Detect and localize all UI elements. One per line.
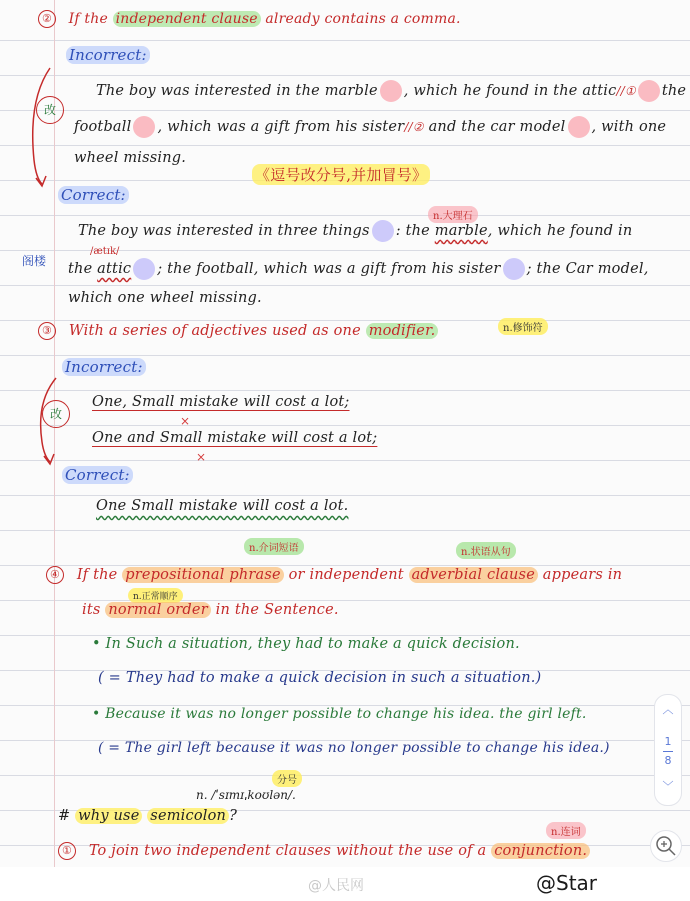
x-mark: ×: [180, 414, 191, 428]
correct-label-2: Correct:: [62, 466, 133, 484]
note-adverbial: n.状语从句: [456, 542, 516, 559]
bracket-arrow: [20, 60, 60, 190]
incorrect-example-1: One, Small mistake will cost a lot;: [92, 394, 350, 410]
correct-sentence-line-3: which one wheel missing.: [68, 290, 262, 306]
section-2-title: ② If the independent clause already contains a comma.: [38, 10, 461, 28]
note-semicolon-ipa: n. /ˈsɪmɪˌkoʊlən/.: [196, 788, 296, 802]
example-paren-2: ( = The girl left because it was no longer possible to change his idea.): [98, 740, 610, 756]
section-4-line-2: its normal order in the Sentence.: [82, 602, 339, 618]
watermark-source: @人民网: [308, 878, 364, 894]
incorrect-sentence-line-2: football , which was a gift from his sister//② and the car model , with one: [74, 116, 666, 138]
reason-1: ① To join two independent clauses without the use of a conjunction.: [58, 842, 590, 860]
comma-dot: [638, 80, 660, 102]
section-3-title: ③ With a series of adjectives used as one modifier.: [38, 322, 438, 340]
page-control[interactable]: [654, 694, 682, 806]
note-order: n.正常顺序: [128, 588, 183, 603]
chevron-up-icon[interactable]: ︿: [662, 703, 674, 716]
bracket-arrow-2: [30, 372, 66, 472]
note-marble: n.大理石: [428, 206, 478, 223]
zoom-button[interactable]: [650, 830, 682, 862]
note-phrase: n.介词短语: [244, 538, 304, 555]
incorrect-label: Incorrect:: [66, 46, 150, 64]
correct-sentence-line-1: The boy was interested in three things : the marble, which he found in: [78, 220, 632, 242]
example-bullet-2: • Because it was no longer possible to change his idea. the girl left.: [92, 706, 587, 722]
rule-banner: 《逗号改分号,并加冒号》: [252, 164, 430, 185]
semicolon-dot: [133, 258, 155, 280]
section-4-title: ④ If the prepositional phrase or independent adverbial clause appears in: [46, 566, 622, 584]
chevron-down-icon[interactable]: ﹀: [662, 780, 674, 793]
example-paren-1: ( = They had to make a quick decision in such a situation.): [98, 670, 542, 686]
note-semicolon-cn: 分号: [272, 770, 302, 787]
x-mark: ×: [196, 450, 207, 464]
correct-example: One Small mistake will cost a lot.: [96, 498, 349, 514]
correct-label: Correct:: [58, 186, 129, 204]
example-bullet-1: • In Such a situation, they had to make a quick decision.: [92, 636, 520, 652]
watermark-author: @Star: [536, 871, 598, 895]
why-heading: # why use semicolon ?: [58, 808, 238, 824]
incorrect-label-2: Incorrect:: [62, 358, 146, 376]
divider: [663, 751, 673, 752]
incorrect-sentence-line-3: wheel missing.: [74, 150, 187, 166]
note-attic-ipa: /ætɪk/: [90, 246, 120, 257]
page-indicator: 1 8: [664, 735, 672, 767]
comma-dot: [380, 80, 402, 102]
section-number: ②: [38, 10, 56, 28]
note-attic-cn: 阁楼: [22, 254, 47, 268]
note-conjunction: n.连词: [546, 822, 586, 839]
colon-dot: [372, 220, 394, 242]
correct-sentence-line-2: the attic ; the football, which was a gift from his sister ; the Car model,: [68, 258, 649, 280]
comma-dot: [568, 116, 590, 138]
note-modifier: n.修饰符: [498, 318, 548, 335]
side-tag-2: 改: [42, 400, 70, 428]
incorrect-sentence-line-1: The boy was interested in the marble , which he found in the attic//① the: [96, 80, 686, 102]
side-tag: 改: [36, 96, 64, 124]
incorrect-example-2: One and Small mistake will cost a lot;: [92, 430, 378, 446]
semicolon-dot: [503, 258, 525, 280]
footer: [0, 867, 690, 901]
comma-dot: [133, 116, 155, 138]
zoom-in-icon: [651, 831, 681, 861]
